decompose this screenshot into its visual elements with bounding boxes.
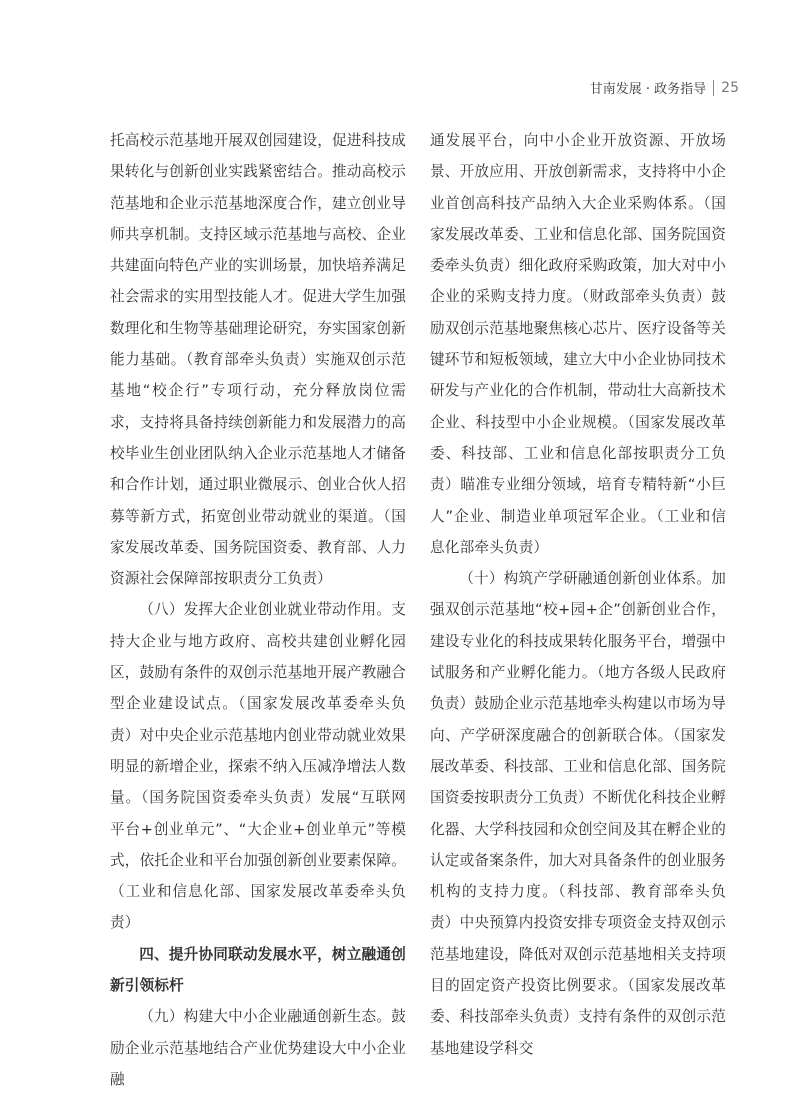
left-column (110, 125, 406, 1095)
right-column (430, 125, 726, 1064)
paragraph: （十）构筑产学研融通创新创业体系。加强双创示范基地“校+园+企”创新创业合作，建设专业化的科技成果转化服务平台，增强中试服务和产业孵化能力。（地方各级人民政府负责）鼓励企业示范基地牵头构建以市场为导向、产学研深度融合的创新联合体。（国家发展改革委、科技部、工业和信息化部、国务院国资委按职责分工负责）不断优化科技企业孵化器、大学科技园和众创空间及其在孵企业的认定或备案条件，加大对具备条件的创业服务机构的支持力度。（科技部、教育部牵头负责）中央预算内投资安排专项资金支持双创示范基地建设，降低对双创示范基地相关支持项目的固定资产投资比例要求。（国家发展改革委、科技部牵头负责）支持有条件的双创示范基地建设学科交 (430, 570, 726, 1057)
header-divider (713, 80, 714, 96)
paragraph: （八）发挥大企业创业就业带动作用。支持大企业与地方政府、高校共建创业孵化园区，鼓励有条件的双创示范基地开展产教融合型企业建设试点。（国家发展改革委牵头负责）对中央企业示范基地内创业带动就业效果明显的新增企业，探索不纳入压减净增法人数量。（国务院国资委牵头负责）发展“互联网平台+创业单元”、“大企业+创业单元”等模式，依托企业和平台加强创新创业要素保障。（工业和信息化部、国家发展改革委牵头负责） (110, 601, 406, 932)
paragraph: （九）构建大中小企业融通创新生态。鼓励企业示范基地结合产业优势建设大中小企业融 (110, 1008, 406, 1088)
paragraph: 托高校示范基地开展双创园建设，促进科技成果转化与创新创业实践紧密结合。推动高校示范基地和企业示范基地深度合作，建立创业导师共享机制。支持区域示范基地与高校、企业共建面向特色产业的实训场景，加快培养满足社会需求的实用型技能人才。促进大学生加强数理化和生物等基础理论研究，夯实国家创新能力基础。（教育部牵头负责）实施双创示范基地“校企行”专项行动，充分释放岗位需求，支持将具备持续创新能力和发展潜力的高校毕业生创业团队纳入企业示范基地人才储备和合作计划，通过职业微展示、创业合伙人招募等新方式，拓宽创业带动就业的渠道。（国家发展改革委、国务院国资委、教育部、人力资源社会保障部按职责分工负责） (110, 132, 406, 588)
header-title: 甘南发展 · 政务指导 (589, 82, 707, 97)
section-heading: 四、提升协同联动发展水平，树立融通创新引领标杆 (110, 945, 406, 995)
page-number: 25 (721, 79, 739, 96)
page-header (590, 78, 739, 97)
paragraph: 通发展平台，向中小企业开放资源、开放场景、开放应用、开放创新需求，支持将中小企业首创高科技产品纳入大企业采购体系。（国家发展改革委、工业和信息化部、国务院国资委牵头负责）细化政府采购政策，加大对中小企业的采购支持力度。（财政部牵头负责）鼓励双创示范基地聚焦核心芯片、医疗设备等关键环节和短板领域，建立大中小企业协同技术研发与产业化的合作机制，带动壮大高新技术企业、科技型中小企业规模。（国家发展改革委、科技部、工业和信息化部按职责分工负责）瞄准专业细分领域，培育专精特新“小巨人”企业、制造业单项冠军企业。（工业和信息化部牵头负责） (430, 132, 726, 556)
